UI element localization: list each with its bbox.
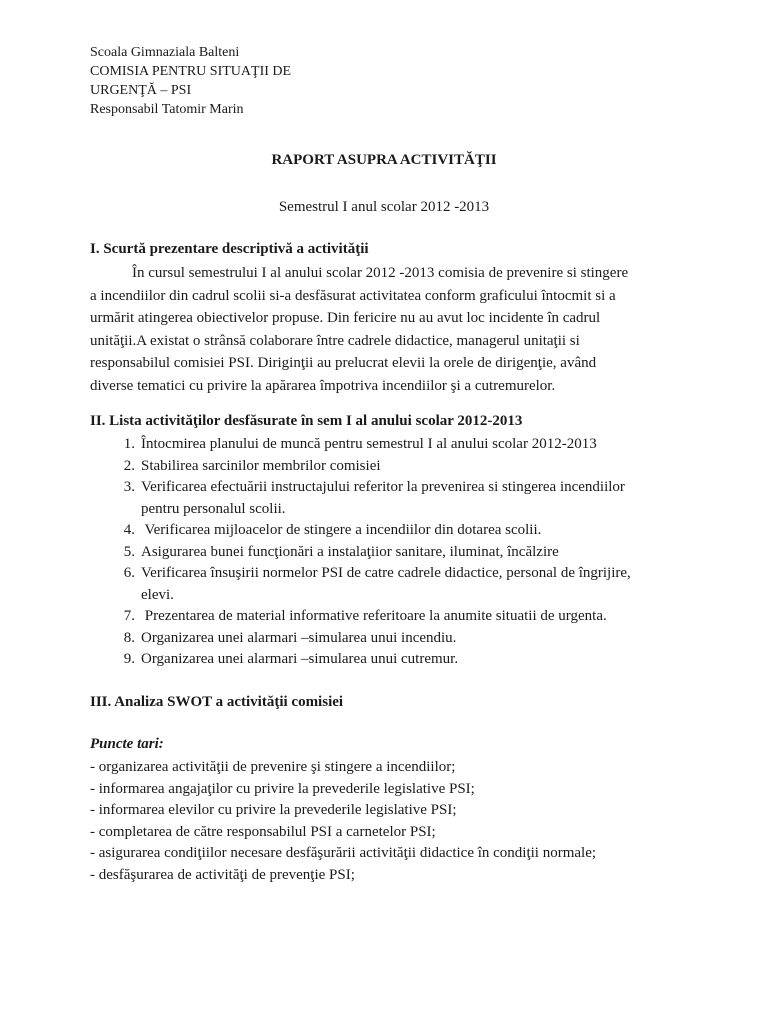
list-item [90,520,710,542]
list-item-text: Stabilirea sarcinilor membrilor comisiei [141,457,381,474]
list-item-number: 8. [123,629,135,646]
list-item-text [141,563,710,606]
list-item-text-line1: Verificarea efectuării instructajului referitor la prevenirea si stingerea incendiilor [141,479,625,495]
list-item [90,542,710,564]
paragraph-line: diverse tematici cu privire la apărarea împotriva incendiilor şi a cutremurelor. [90,377,556,394]
commission-line-1: COMISIA PENTRU SITUAŢII DE [90,64,292,79]
strengths-list [90,757,710,887]
list-item-number: 1. [123,436,135,452]
list-item-text: Prezentarea de material informative referitoare la anumite situatii de urgenta. [141,608,607,624]
list-item: - desfăşurarea de activităţi de prevenţie PSI; [90,866,355,883]
list-item [90,434,710,456]
list-item-number: 2. [123,457,135,474]
list-item [90,628,710,650]
list-item [90,456,710,478]
list-item: - informarea angajaţilor cu privire la prevederile legislative PSI; [90,780,475,797]
section-1-heading: I. Scurtă prezentare descriptivă a activităţii [90,241,369,257]
strengths-label: Puncte tari: [90,736,164,752]
commission-line-2: URGENŢĂ – PSI [90,83,192,98]
list-item-text [141,477,710,520]
school-name: Scoala Gimnaziala Balteni [90,45,240,60]
paragraph-line: unităţii.A existat o strânsă colaborare între cadrele didactice, managerul unitaţii si [90,332,580,349]
list-item: - completarea de către responsabilul PSI a carnetelor PSI; [90,823,436,840]
header-block [90,43,291,119]
section-1-paragraph [90,262,690,398]
section-2-heading: II. Lista activităţilor desfăsurate în sem I al anului scolar 2012-2013 [90,413,523,429]
list-item-text-line2: pentru personalul scolii. [141,500,286,517]
list-item-text: Verificarea mijloacelor de stingere a incendiilor din dotarea scolii. [141,522,542,538]
list-item: - organizarea activităţii de prevenire şi stingere a incendiilor; [90,759,456,775]
section-3-heading: III. Analiza SWOT a activităţii comisiei [90,694,344,710]
list-item [90,606,710,628]
list-item-number: 5. [123,543,135,560]
paragraph-line: responsabilul comisiei PSI. Diriginţii au prelucrat elevii la orele de dirigenţie, având [90,355,597,372]
list-item-number: 6. [123,565,135,581]
list-item-text: Asigurarea bunei funcţionări a instalaţiior sanitare, iluminat, încălzire [141,543,559,560]
paragraph-line: urmărit atingerea obiectivelor propuse. Din fericire nu au avut loc incidente în cadrul [90,310,601,327]
activities-list [90,434,710,671]
paragraph-line: a incendiilor din cadrul scolii si-a desfăsurat activitatea conform graficului întocmit si a [90,287,616,304]
list-item-number: 4. [123,522,135,538]
list-item-number: 7. [123,608,135,624]
list-item [90,477,710,520]
list-item [90,563,710,606]
paragraph-line: În cursul semestrului I al anului scolar 2012 -2013 comisia de prevenire si stingere [132,265,629,281]
list-item-text: Organizarea unei alarmari –simularea unui incendiu. [141,629,457,646]
responsible-person: Responsabil Tatomir Marin [90,102,244,117]
report-subtitle: Semestrul I anul scolar 2012 -2013 [278,199,490,215]
report-title: RAPORT ASUPRA ACTIVITĂŢII [271,152,497,168]
list-item-text: Întocmirea planului de muncă pentru semestrul I al anului scolar 2012-2013 [141,436,597,452]
list-item [90,649,710,671]
list-item-number: 9. [123,651,135,667]
list-item-text-line2: elevi. [141,586,174,603]
list-item-number: 3. [123,479,135,495]
list-item-text: Organizarea unei alarmari –simularea unui cutremur. [141,651,459,667]
list-item: - asigurarea condiţiilor necesare desfăşurării activităţii didactice în condiţii normale; [90,845,597,862]
list-item-text-line1: Verificarea însuşirii normelor PSI de catre cadrele didactice, personal de îngrijire, [141,565,631,581]
list-item: - informarea elevilor cu privire la prevederile legislative PSI; [90,802,457,819]
